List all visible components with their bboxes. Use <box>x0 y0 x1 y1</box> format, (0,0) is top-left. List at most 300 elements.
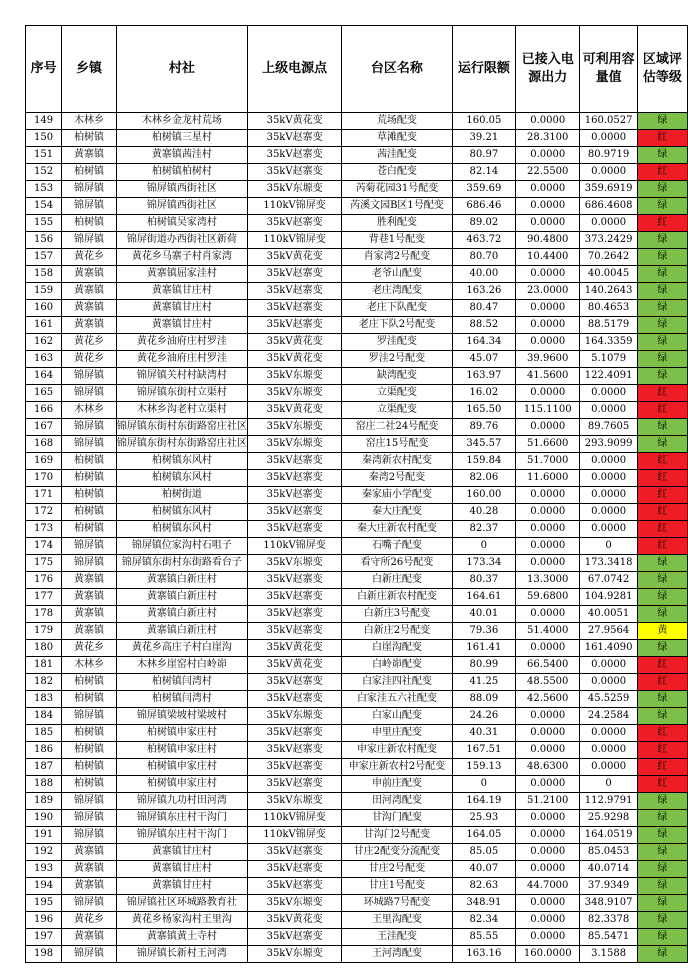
connected-output: 160.0000 <box>516 946 580 963</box>
village: 柏树镇申家庄村 <box>116 759 247 776</box>
rating-badge: 绿 <box>637 606 687 623</box>
rating-badge: 绿 <box>637 810 687 827</box>
village: 柏树镇东风村 <box>116 504 247 521</box>
available-capacity: 25.9298 <box>580 810 638 827</box>
rating-badge: 绿 <box>637 283 687 300</box>
operating-limit: 686.46 <box>452 198 516 215</box>
village: 锦屏镇梁坡村梁坡村 <box>116 708 247 725</box>
power-source: 35kV赵寨变 <box>247 674 341 691</box>
available-capacity: 0.0000 <box>580 130 638 147</box>
connected-output: 51.2100 <box>516 793 580 810</box>
row-number: 185 <box>26 725 62 742</box>
rating-badge: 红 <box>637 657 687 674</box>
header-cell: 村社 <box>116 26 247 113</box>
connected-output: 51.7000 <box>516 453 580 470</box>
rating-badge: 绿 <box>637 147 687 164</box>
rating-badge: 红 <box>637 487 687 504</box>
rating-badge: 红 <box>637 776 687 793</box>
power-source: 35kV黄花变 <box>247 351 341 368</box>
row-number: 193 <box>26 861 62 878</box>
village: 柏树镇东风村 <box>116 470 247 487</box>
power-source: 35kV赵寨变 <box>247 606 341 623</box>
available-capacity: 0.0000 <box>580 759 638 776</box>
power-source: 35kV赵寨变 <box>247 470 341 487</box>
operating-limit: 359.69 <box>452 181 516 198</box>
operating-limit: 163.16 <box>452 946 516 963</box>
power-source: 35kV赵寨变 <box>247 266 341 283</box>
township: 锦屏镇 <box>62 419 117 436</box>
connected-output: 0.0000 <box>516 725 580 742</box>
table-row <box>26 385 688 402</box>
rating-badge: 绿 <box>637 844 687 861</box>
row-number: 174 <box>26 538 62 555</box>
connected-output: 11.6000 <box>516 470 580 487</box>
table-row <box>26 844 688 861</box>
operating-limit: 160.00 <box>452 487 516 504</box>
row-number: 190 <box>26 810 62 827</box>
village: 锦屏镇东庄村干沟门 <box>116 810 247 827</box>
table-row <box>26 793 688 810</box>
power-source: 110kV锦屏变 <box>247 810 341 827</box>
row-number: 182 <box>26 674 62 691</box>
station-name: 芮溪文园B区1号配变 <box>342 198 452 215</box>
rating-badge: 红 <box>637 215 687 232</box>
table-row <box>26 623 688 640</box>
connected-output: 0.0000 <box>516 555 580 572</box>
village: 木林乡金龙村荒场 <box>116 113 247 130</box>
power-source: 35kV赵寨变 <box>247 147 341 164</box>
available-capacity: 0.0000 <box>580 215 638 232</box>
township: 锦屏镇 <box>62 232 117 249</box>
table-row <box>26 895 688 912</box>
township: 柏树镇 <box>62 691 117 708</box>
row-number: 173 <box>26 521 62 538</box>
operating-limit: 85.55 <box>452 929 516 946</box>
township: 木林乡 <box>62 402 117 419</box>
operating-limit: 163.26 <box>452 283 516 300</box>
operating-limit: 82.34 <box>452 912 516 929</box>
connected-output: 51.4000 <box>516 623 580 640</box>
station-name: 立渠配变 <box>342 402 452 419</box>
township: 锦屏镇 <box>62 827 117 844</box>
table-row <box>26 419 688 436</box>
station-name: 白新庄2号配变 <box>342 623 452 640</box>
operating-limit: 80.97 <box>452 147 516 164</box>
table-row <box>26 555 688 572</box>
table-row <box>26 249 688 266</box>
operating-limit: 163.97 <box>452 368 516 385</box>
village: 锦屏镇东街村东街路窑庄社区 <box>116 436 247 453</box>
village: 黄寨镇茜洼村 <box>116 147 247 164</box>
power-source: 35kV赵寨变 <box>247 691 341 708</box>
available-capacity: 0.0000 <box>580 402 638 419</box>
available-capacity: 140.2643 <box>580 283 638 300</box>
connected-output: 0.0000 <box>516 538 580 555</box>
village: 黄寨镇屈家洼村 <box>116 266 247 283</box>
rating-badge: 红 <box>637 759 687 776</box>
available-capacity: 173.3418 <box>580 555 638 572</box>
power-source: 35kV赵寨变 <box>247 130 341 147</box>
available-capacity: 0.0000 <box>580 470 638 487</box>
connected-output: 0.0000 <box>516 776 580 793</box>
township: 黄寨镇 <box>62 589 117 606</box>
township: 黄寨镇 <box>62 266 117 283</box>
operating-limit: 25.93 <box>452 810 516 827</box>
township: 锦屏镇 <box>62 946 117 963</box>
power-source: 35kV赵寨变 <box>247 504 341 521</box>
operating-limit: 161.41 <box>452 640 516 657</box>
available-capacity: 359.6919 <box>580 181 638 198</box>
available-capacity: 122.4091 <box>580 368 638 385</box>
header-cell: 台区名称 <box>342 26 452 113</box>
rating-badge: 绿 <box>637 691 687 708</box>
connected-output: 41.5600 <box>516 368 580 385</box>
power-source: 35kV东塬变 <box>247 895 341 912</box>
rating-badge: 绿 <box>637 232 687 249</box>
header-cell: 序号 <box>26 26 62 113</box>
operating-limit: 164.05 <box>452 827 516 844</box>
station-name: 申家庄新农村配变 <box>342 742 452 759</box>
power-source: 35kV东塬变 <box>247 181 341 198</box>
available-capacity: 0.0000 <box>580 164 638 181</box>
station-name: 白崖沟配变 <box>342 640 452 657</box>
connected-output: 22.5500 <box>516 164 580 181</box>
station-name: 缺湾配变 <box>342 368 452 385</box>
township: 木林乡 <box>62 657 117 674</box>
power-source: 35kV赵寨变 <box>247 878 341 895</box>
table-row <box>26 810 688 827</box>
row-number: 179 <box>26 623 62 640</box>
village: 锦屏镇社区环城路教育社 <box>116 895 247 912</box>
connected-output: 0.0000 <box>516 708 580 725</box>
available-capacity: 40.0051 <box>580 606 638 623</box>
operating-limit: 0 <box>452 776 516 793</box>
table-row <box>26 827 688 844</box>
row-number: 184 <box>26 708 62 725</box>
table-row <box>26 164 688 181</box>
row-number: 161 <box>26 317 62 334</box>
row-number: 166 <box>26 402 62 419</box>
operating-limit: 80.99 <box>452 657 516 674</box>
operating-limit: 41.25 <box>452 674 516 691</box>
village: 柏树镇申家庄村 <box>116 776 247 793</box>
township: 锦屏镇 <box>62 385 117 402</box>
rating-badge: 绿 <box>637 793 687 810</box>
power-source: 35kV赵寨变 <box>247 317 341 334</box>
township: 锦屏镇 <box>62 555 117 572</box>
available-capacity: 37.9349 <box>580 878 638 895</box>
township: 黄寨镇 <box>62 929 117 946</box>
village: 锦屏镇东街村立渠村 <box>116 385 247 402</box>
connected-output: 44.7000 <box>516 878 580 895</box>
table-row <box>26 946 688 963</box>
township: 柏树镇 <box>62 742 117 759</box>
village: 锦屏镇九功村田河湾 <box>116 793 247 810</box>
rating-badge: 绿 <box>637 589 687 606</box>
row-number: 155 <box>26 215 62 232</box>
station-name: 看守所26号配变 <box>342 555 452 572</box>
available-capacity: 80.4653 <box>580 300 638 317</box>
power-source: 35kV赵寨变 <box>247 861 341 878</box>
station-name: 石嘴子配变 <box>342 538 452 555</box>
village: 黄花乡马寨子村肖家湾 <box>116 249 247 266</box>
rating-badge: 绿 <box>637 436 687 453</box>
township: 锦屏镇 <box>62 895 117 912</box>
table-row <box>26 215 688 232</box>
village: 锦屏镇东庄村干沟门 <box>116 827 247 844</box>
power-source: 35kV赵寨变 <box>247 623 341 640</box>
table-row <box>26 181 688 198</box>
village: 柏树镇柏树村 <box>116 164 247 181</box>
station-name: 苍白配变 <box>342 164 452 181</box>
row-number: 195 <box>26 895 62 912</box>
rating-badge: 红 <box>637 674 687 691</box>
operating-limit: 40.01 <box>452 606 516 623</box>
operating-limit: 80.47 <box>452 300 516 317</box>
township: 柏树镇 <box>62 453 117 470</box>
village: 锦屏镇东街村东街路看台子 <box>116 555 247 572</box>
power-source: 35kV东塬变 <box>247 419 341 436</box>
row-number: 160 <box>26 300 62 317</box>
station-name: 白家洼四社配变 <box>342 674 452 691</box>
operating-limit: 88.52 <box>452 317 516 334</box>
table-row <box>26 725 688 742</box>
row-number: 150 <box>26 130 62 147</box>
power-source: 110kV锦屏变 <box>247 198 341 215</box>
village: 黄寨镇甘庄村 <box>116 300 247 317</box>
table-row <box>26 130 688 147</box>
available-capacity: 686.4608 <box>580 198 638 215</box>
operating-limit: 165.50 <box>452 402 516 419</box>
rating-badge: 绿 <box>637 249 687 266</box>
table-row <box>26 640 688 657</box>
rating-badge: 绿 <box>637 555 687 572</box>
connected-output: 48.5500 <box>516 674 580 691</box>
connected-output: 0.0000 <box>516 827 580 844</box>
operating-limit: 82.06 <box>452 470 516 487</box>
connected-output: 0.0000 <box>516 504 580 521</box>
station-name: 罗洼配变 <box>342 334 452 351</box>
table-row <box>26 538 688 555</box>
table-row <box>26 402 688 419</box>
connected-output: 0.0000 <box>516 334 580 351</box>
table-row <box>26 300 688 317</box>
table-body <box>26 113 688 963</box>
operating-limit: 45.07 <box>452 351 516 368</box>
operating-limit: 160.05 <box>452 113 516 130</box>
station-name: 申家庄新农村2号配变 <box>342 759 452 776</box>
power-source: 35kV黄花变 <box>247 640 341 657</box>
power-source: 35kV黄花变 <box>247 657 341 674</box>
available-capacity: 80.9719 <box>580 147 638 164</box>
available-capacity: 89.7605 <box>580 419 638 436</box>
rating-badge: 红 <box>637 130 687 147</box>
operating-limit: 345.57 <box>452 436 516 453</box>
available-capacity: 373.2429 <box>580 232 638 249</box>
operating-limit: 463.72 <box>452 232 516 249</box>
power-source: 35kV赵寨变 <box>247 742 341 759</box>
village: 柏树镇东风村 <box>116 453 247 470</box>
table-row <box>26 232 688 249</box>
table-row <box>26 198 688 215</box>
township: 黄寨镇 <box>62 572 117 589</box>
village: 黄花乡杨家沟村王里沟 <box>116 912 247 929</box>
rating-badge: 绿 <box>637 334 687 351</box>
village: 黄寨镇白新庄村 <box>116 589 247 606</box>
available-capacity: 40.0045 <box>580 266 638 283</box>
station-name: 甘庄2号配变 <box>342 861 452 878</box>
row-number: 194 <box>26 878 62 895</box>
table-row <box>26 266 688 283</box>
connected-output: 0.0000 <box>516 810 580 827</box>
operating-limit: 80.37 <box>452 572 516 589</box>
available-capacity: 67.0742 <box>580 572 638 589</box>
village: 黄寨镇白新庄村 <box>116 623 247 640</box>
connected-output: 28.3100 <box>516 130 580 147</box>
station-name: 背巷1号配变 <box>342 232 452 249</box>
power-source: 35kV黄花变 <box>247 402 341 419</box>
table-row <box>26 606 688 623</box>
power-source: 35kV东塬变 <box>247 555 341 572</box>
village: 黄寨镇甘庄村 <box>116 844 247 861</box>
row-number: 196 <box>26 912 62 929</box>
operating-limit: 40.00 <box>452 266 516 283</box>
rating-badge: 红 <box>637 504 687 521</box>
village: 锦屏镇西街社区 <box>116 198 247 215</box>
township: 锦屏镇 <box>62 708 117 725</box>
township: 柏树镇 <box>62 164 117 181</box>
available-capacity: 164.3359 <box>580 334 638 351</box>
row-number: 151 <box>26 147 62 164</box>
connected-output: 0.0000 <box>516 521 580 538</box>
township: 柏树镇 <box>62 504 117 521</box>
rating-badge: 红 <box>637 385 687 402</box>
row-number: 154 <box>26 198 62 215</box>
header-cell: 区域评估等级 <box>637 26 687 113</box>
connected-output: 0.0000 <box>516 861 580 878</box>
connected-output: 0.0000 <box>516 113 580 130</box>
row-number: 171 <box>26 487 62 504</box>
available-capacity: 70.2642 <box>580 249 638 266</box>
connected-output: 59.6800 <box>516 589 580 606</box>
available-capacity: 0.0000 <box>580 674 638 691</box>
station-name: 王河湾配变 <box>342 946 452 963</box>
rating-badge: 绿 <box>637 946 687 963</box>
power-source: 35kV赵寨变 <box>247 283 341 300</box>
data-table <box>25 25 688 963</box>
rating-badge: 红 <box>637 453 687 470</box>
table-row <box>26 521 688 538</box>
township: 柏树镇 <box>62 215 117 232</box>
power-source: 35kV赵寨变 <box>247 929 341 946</box>
station-name: 秦大庄新农村配变 <box>342 521 452 538</box>
row-number: 189 <box>26 793 62 810</box>
station-name: 环城路7号配变 <box>342 895 452 912</box>
station-name: 立渠配变 <box>342 385 452 402</box>
available-capacity: 0.0000 <box>580 725 638 742</box>
operating-limit: 82.14 <box>452 164 516 181</box>
header-cell: 上级电源点 <box>247 26 341 113</box>
operating-limit: 164.61 <box>452 589 516 606</box>
power-source: 35kV黄花变 <box>247 912 341 929</box>
village: 黄寨镇甘庄村 <box>116 317 247 334</box>
village: 黄寨镇甘庄村 <box>116 861 247 878</box>
power-source: 35kV赵寨变 <box>247 300 341 317</box>
rating-badge: 绿 <box>637 827 687 844</box>
power-source: 35kV黄花变 <box>247 334 341 351</box>
rating-badge: 红 <box>637 402 687 419</box>
township: 黄花乡 <box>62 334 117 351</box>
available-capacity: 348.9107 <box>580 895 638 912</box>
row-number: 188 <box>26 776 62 793</box>
connected-output: 0.0000 <box>516 215 580 232</box>
rating-badge: 绿 <box>637 861 687 878</box>
power-source: 35kV赵寨变 <box>247 759 341 776</box>
village: 柏树镇申家庄村 <box>116 742 247 759</box>
table-row <box>26 861 688 878</box>
table-row <box>26 759 688 776</box>
rating-badge: 绿 <box>637 368 687 385</box>
operating-limit: 88.09 <box>452 691 516 708</box>
operating-limit: 89.02 <box>452 215 516 232</box>
row-number: 175 <box>26 555 62 572</box>
village: 柏树镇三星村 <box>116 130 247 147</box>
available-capacity: 0.0000 <box>580 521 638 538</box>
connected-output: 0.0000 <box>516 300 580 317</box>
operating-limit: 167.51 <box>452 742 516 759</box>
rating-badge: 绿 <box>637 198 687 215</box>
table-row <box>26 589 688 606</box>
township: 锦屏镇 <box>62 793 117 810</box>
station-name: 秦家庙小学配变 <box>342 487 452 504</box>
station-name: 肖家湾2号配变 <box>342 249 452 266</box>
village: 木林乡崖窑村白岭峁 <box>116 657 247 674</box>
row-number: 163 <box>26 351 62 368</box>
station-name: 白家山配变 <box>342 708 452 725</box>
operating-limit: 24.26 <box>452 708 516 725</box>
table-row <box>26 708 688 725</box>
operating-limit: 40.07 <box>452 861 516 878</box>
township: 锦屏镇 <box>62 368 117 385</box>
row-number: 176 <box>26 572 62 589</box>
village: 柏树街道 <box>116 487 247 504</box>
available-capacity: 0.0000 <box>580 657 638 674</box>
township: 柏树镇 <box>62 130 117 147</box>
power-source: 35kV赵寨变 <box>247 164 341 181</box>
row-number: 180 <box>26 640 62 657</box>
available-capacity: 85.0453 <box>580 844 638 861</box>
row-number: 156 <box>26 232 62 249</box>
station-name: 申前庄配变 <box>342 776 452 793</box>
rating-badge: 绿 <box>637 895 687 912</box>
available-capacity: 112.9791 <box>580 793 638 810</box>
row-number: 159 <box>26 283 62 300</box>
available-capacity: 0.0000 <box>580 742 638 759</box>
power-source: 35kV东塬变 <box>247 946 341 963</box>
station-name: 胜利配变 <box>342 215 452 232</box>
operating-limit: 82.63 <box>452 878 516 895</box>
table-row <box>26 283 688 300</box>
power-source: 35kV东塬变 <box>247 368 341 385</box>
operating-limit: 89.76 <box>452 419 516 436</box>
header-cell: 运行限额 <box>452 26 516 113</box>
rating-badge: 红 <box>637 164 687 181</box>
rating-badge: 绿 <box>637 300 687 317</box>
village: 黄寨镇白新庄村 <box>116 606 247 623</box>
row-number: 153 <box>26 181 62 198</box>
table-row <box>26 929 688 946</box>
row-number: 164 <box>26 368 62 385</box>
